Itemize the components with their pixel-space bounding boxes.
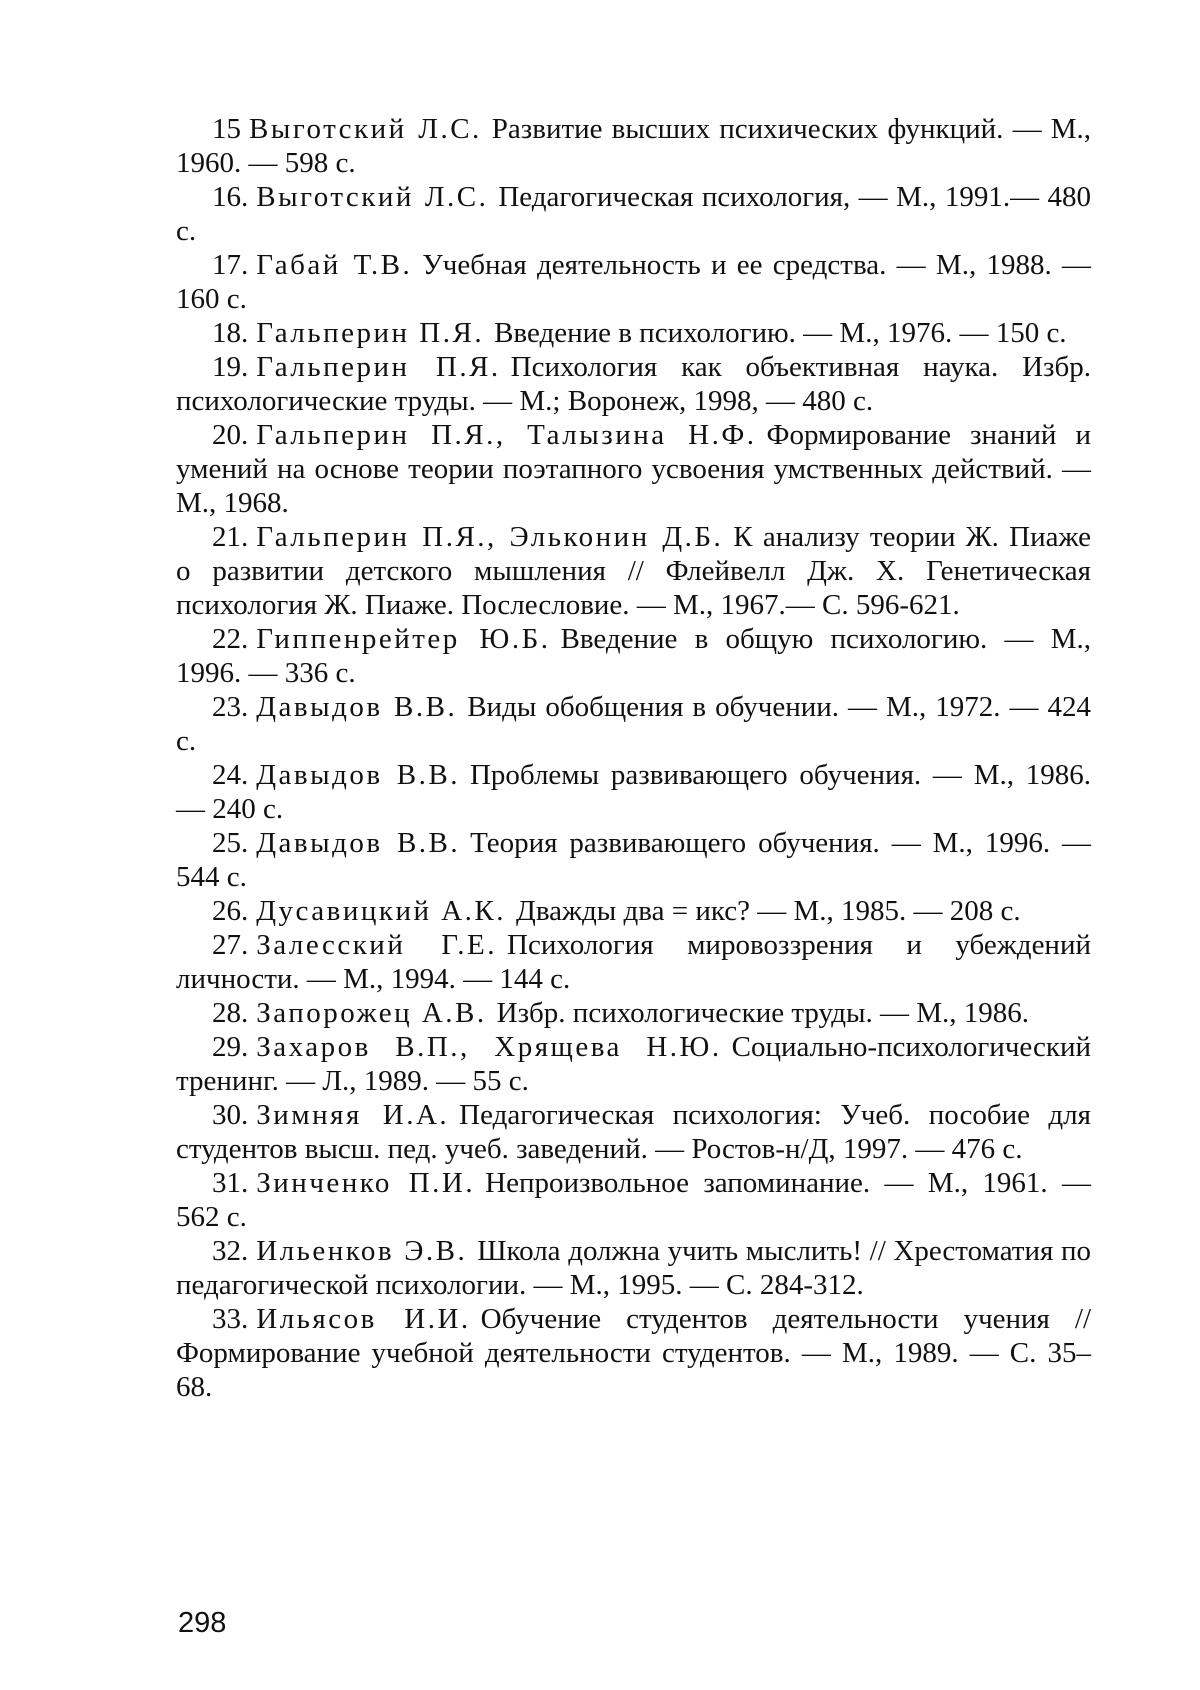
entry-author: Давыдов В.В. (256, 759, 460, 791)
bibliography-entry (176, 690, 1091, 758)
page-number: 298 (178, 1607, 227, 1639)
entry-title: Дважды два = икс? — М., 1985. — 208 с. (516, 895, 1021, 927)
entry-number: 26. (212, 895, 249, 927)
bibliography-entry (176, 1234, 1091, 1302)
entry-number: 30. (212, 1099, 249, 1131)
entry-author: Гальперин П.Я. (256, 317, 485, 349)
bibliography-entry (176, 1030, 1091, 1098)
entry-number: 15 (212, 113, 241, 145)
entry-title: Учебная деятельность и ее средства. — М., 1988. — 160 с. (176, 249, 1092, 315)
entry-author: Ильясов И.И. (256, 1303, 471, 1335)
entry-author: Гиппенрейтер Ю.Б. (256, 623, 551, 655)
entry-number: 33. (212, 1303, 249, 1335)
entry-number: 29. (212, 1031, 249, 1063)
entry-title: К анализу теории Ж. Пиаже о развитии детского мышления // Флейвелл Дж. Х. Генетическая психология Ж. Пиаже. Послесловие. — М., 1967.— С. 596-621. (176, 521, 1091, 621)
entry-author: Залесский Г.Е. (256, 929, 498, 961)
entry-title: Психология мировоззрения и убеждений личности. — М., 1994. — 144 с. (176, 929, 1091, 995)
entry-title: Проблемы развивающего обучения. — М., 1986. — 240 с. (176, 759, 1091, 825)
entry-number: 27. (212, 929, 249, 961)
entry-title: Обучение студентов деятельности учения // Формирование учебной деятельности студентов. — М., 1989. — С. 35–68. (176, 1303, 1091, 1403)
entry-author: Гальперин П.Я., Талызина Н.Ф. (256, 419, 757, 451)
entry-title: Избр. психологические труды. — М., 1986. (496, 997, 1029, 1029)
bibliography-entry (176, 894, 1091, 928)
bibliography-entry (176, 758, 1091, 826)
bibliography-entry (176, 180, 1091, 248)
entry-title: Формирование знаний и умений на основе теории поэтапного усвоения умственных действий. — М., 1968. (176, 419, 1091, 519)
bibliography-entry (176, 996, 1091, 1030)
entry-number: 23. (212, 691, 249, 723)
entry-number: 18. (212, 317, 249, 349)
bibliography-entry (176, 622, 1091, 690)
entry-number: 25. (212, 827, 249, 859)
entry-title: Школа должна учить мыслить! // Хрестоматия по педагогической психологии. — М., 1995. — С. 284-312. (176, 1235, 1091, 1301)
entry-author: Выготский Л.С. (256, 181, 489, 213)
entry-author: Зинченко П.И. (256, 1167, 476, 1199)
entry-title: Социально-психологический тренинг. — Л., 1989. — 55 с. (176, 1031, 1091, 1097)
entry-number: 20. (212, 419, 249, 451)
bibliography-entry (176, 418, 1091, 520)
entry-author: Дусавицкий А.К. (256, 895, 507, 927)
entry-author: Гальперин П.Я., Эльконин Д.Б. (256, 521, 724, 553)
bibliography-entry (176, 112, 1091, 180)
entry-number: 21. (212, 521, 249, 553)
entry-author: Габай Т.В. (256, 249, 413, 281)
bibliography-entry (176, 520, 1091, 622)
entry-number: 19. (212, 351, 249, 383)
entry-title: Психология как объективная наука. Избр. психологические труды. — М.; Воронеж, 1998, — 480 с. (176, 351, 1091, 417)
bibliography-entry (176, 1098, 1091, 1166)
bibliography-entry (176, 928, 1091, 996)
entry-author: Зимняя И.А. (256, 1099, 450, 1131)
entry-number: 17. (212, 249, 249, 281)
entry-title: Введение в психологию. — М., 1976. — 150 с. (494, 317, 1067, 349)
entry-author: Давыдов В.В. (256, 827, 461, 859)
entry-author: Ильенков Э.В. (256, 1235, 468, 1267)
entry-title: Педагогическая психология, — М., 1991.— 480 с. (176, 181, 1091, 247)
entry-author: Запорожец А.В. (256, 997, 487, 1029)
entry-number: 24. (212, 759, 249, 791)
entry-title: Педагогическая психология: Учеб. пособие для студентов высш. пед. учеб. заведений. — Ростов-н/Д, 1997. — 476 с. (176, 1099, 1091, 1165)
entry-title: Непроизвольное запоминание. — М., 1961. — 562 с. (176, 1167, 1091, 1233)
entry-title: Виды обобщения в обучении. — М., 1972. — 424 с. (176, 691, 1091, 757)
entry-number: 28. (212, 997, 249, 1029)
entry-author: Захаров В.П., Хрящева Н.Ю. (256, 1031, 722, 1063)
bibliography-entry (176, 1302, 1091, 1404)
entry-author: Выготский Л.С. (249, 113, 482, 145)
bibliography-entry (176, 350, 1091, 418)
bibliography-entry (176, 248, 1091, 316)
entry-title: Развитие высших психических функций. — М., 1960. — 598 с. (176, 113, 1091, 179)
entry-number: 32. (212, 1235, 249, 1267)
entry-number: 31. (212, 1167, 249, 1199)
entry-author: Давыдов В.В. (256, 691, 458, 723)
bibliography-entry (176, 316, 1091, 350)
entry-number: 16. (212, 181, 249, 213)
entry-author: Гальперин П.Я. (256, 351, 501, 383)
bibliography-entry (176, 1166, 1091, 1234)
bibliography-list (176, 112, 1091, 1404)
entry-title: Теория развивающего обучения. — М., 1996. — 544 с. (176, 827, 1092, 893)
bibliography-entry (176, 826, 1091, 894)
entry-title: Введение в общую психологию. — М., 1996. — 336 с. (176, 623, 1091, 689)
entry-number: 22. (212, 623, 249, 655)
